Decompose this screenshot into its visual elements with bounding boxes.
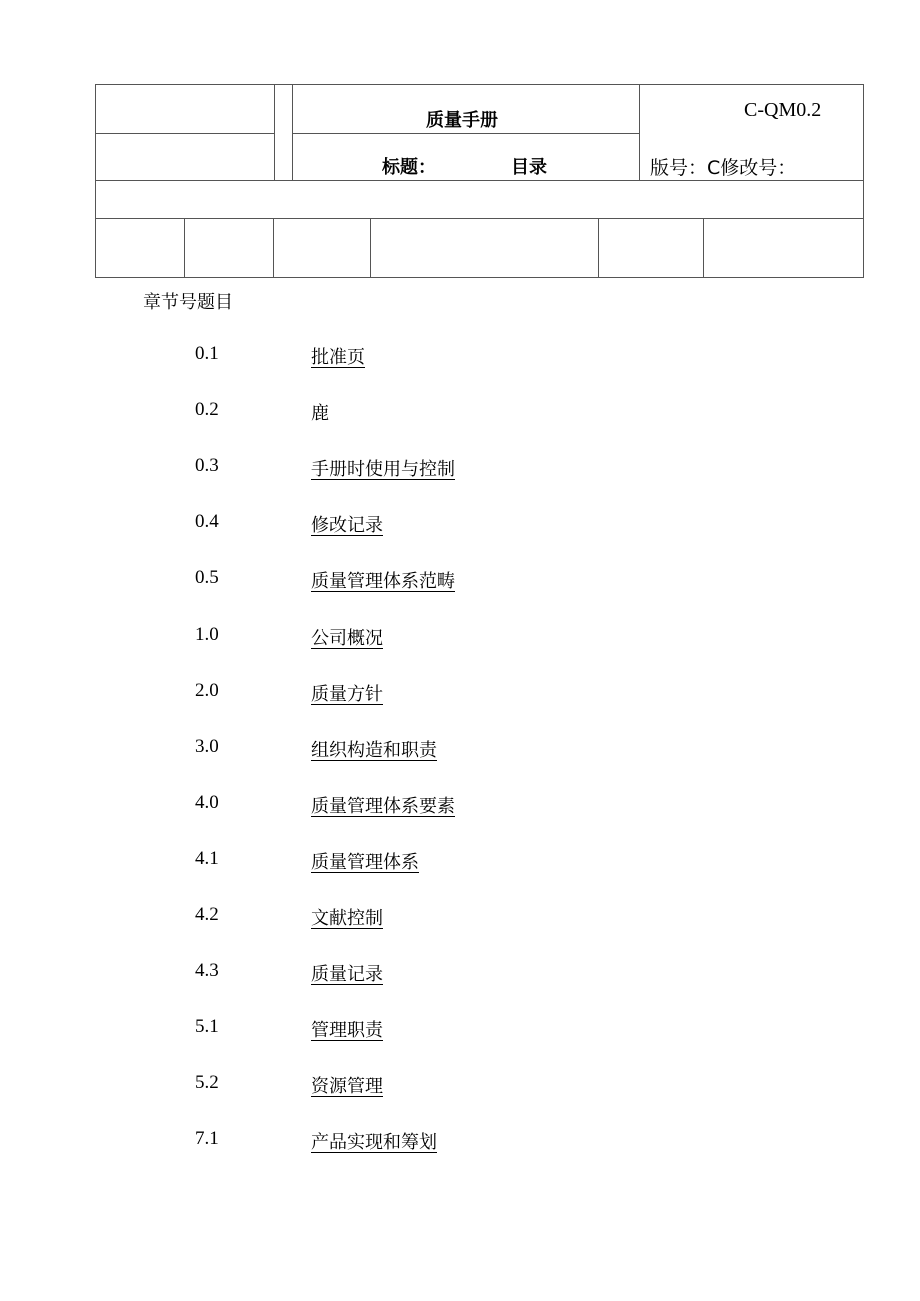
- toc-entry: [0, 567, 920, 597]
- toc-entry: [0, 736, 920, 766]
- header-divider-3: [639, 85, 640, 180]
- header-rule-full-1: [96, 180, 863, 181]
- toc-entry-link[interactable]: 资源管理: [311, 1076, 383, 1097]
- toc-entry: [0, 399, 920, 429]
- toc-entry-number: 2.0: [195, 680, 219, 701]
- toc-entry-link[interactable]: 产品实现和筹划: [311, 1132, 437, 1153]
- toc-entry-link[interactable]: 公司概况: [311, 628, 383, 649]
- toc-entry: [0, 1128, 920, 1158]
- toc-entry-link[interactable]: 批准页: [311, 347, 365, 368]
- toc-entry-number: 4.1: [195, 848, 219, 869]
- header-table: [95, 84, 864, 278]
- toc-entry: [0, 624, 920, 654]
- toc-entry-link[interactable]: 质量记录: [311, 964, 383, 985]
- toc-entry-number: 3.0: [195, 736, 219, 757]
- footer-cell-divider-3: [370, 218, 371, 278]
- toc-entry: [0, 960, 920, 990]
- header-divider-2: [292, 85, 293, 180]
- toc-entry: [0, 343, 920, 373]
- toc-entry-number: 4.2: [195, 904, 219, 925]
- footer-cell-divider-2: [273, 218, 274, 278]
- toc-entry-number: 5.2: [195, 1072, 219, 1093]
- toc-entry-title: 鹿: [311, 403, 329, 424]
- toc-entry-number: 5.1: [195, 1016, 219, 1037]
- toc-entry-number: 0.3: [195, 455, 219, 476]
- toc-entry-link[interactable]: 修改记录: [311, 515, 383, 536]
- subject-value: 目录: [511, 157, 547, 178]
- toc-entry-number: 1.0: [195, 624, 219, 645]
- toc-entry-number: 7.1: [195, 1128, 219, 1149]
- header-rule-left: [96, 133, 274, 134]
- toc-entry-number: 0.1: [195, 343, 219, 364]
- toc-entry: [0, 1072, 920, 1102]
- doc-code: C-QM0.2: [744, 99, 822, 121]
- toc-entry: [0, 511, 920, 541]
- footer-cell-divider-1: [184, 218, 185, 278]
- header-rule-full-2: [96, 218, 863, 219]
- toc-entry-number: 0.2: [195, 399, 219, 420]
- toc-entry-number: 4.0: [195, 792, 219, 813]
- footer-cell-divider-5: [703, 218, 704, 278]
- toc-entry: [0, 848, 920, 878]
- toc-entry: [0, 680, 920, 710]
- toc-entry-number: 4.3: [195, 960, 219, 981]
- header-rule-middle: [293, 133, 640, 134]
- footer-cell-divider-4: [598, 218, 599, 278]
- toc-entry: [0, 792, 920, 822]
- toc-entry-number: 0.4: [195, 511, 219, 532]
- subject-label: 标题：: [382, 157, 436, 178]
- doc-title: 质量手册: [426, 110, 498, 131]
- header-divider-1: [274, 85, 275, 180]
- toc-entry-link[interactable]: 质量管理体系要素: [311, 796, 455, 817]
- toc-entry-link[interactable]: 手册时使用与控制: [311, 459, 455, 480]
- toc-entry-link[interactable]: 管理职责: [311, 1020, 383, 1041]
- toc-entry-link[interactable]: 组织构造和职责: [311, 740, 437, 761]
- version-info: 版号：C修改号：: [650, 157, 797, 179]
- toc-heading: 章节号题目: [143, 292, 233, 313]
- toc-entry: [0, 455, 920, 485]
- toc-entry: [0, 904, 920, 934]
- toc-entry-link[interactable]: 质量管理体系: [311, 852, 419, 873]
- toc-entry-number: 0.5: [195, 567, 219, 588]
- toc-entry-link[interactable]: 质量方针: [311, 684, 383, 705]
- toc-entry-link[interactable]: 质量管理体系范畴: [311, 571, 455, 592]
- toc-entry: [0, 1016, 920, 1046]
- toc-entry-link[interactable]: 文献控制: [311, 908, 383, 929]
